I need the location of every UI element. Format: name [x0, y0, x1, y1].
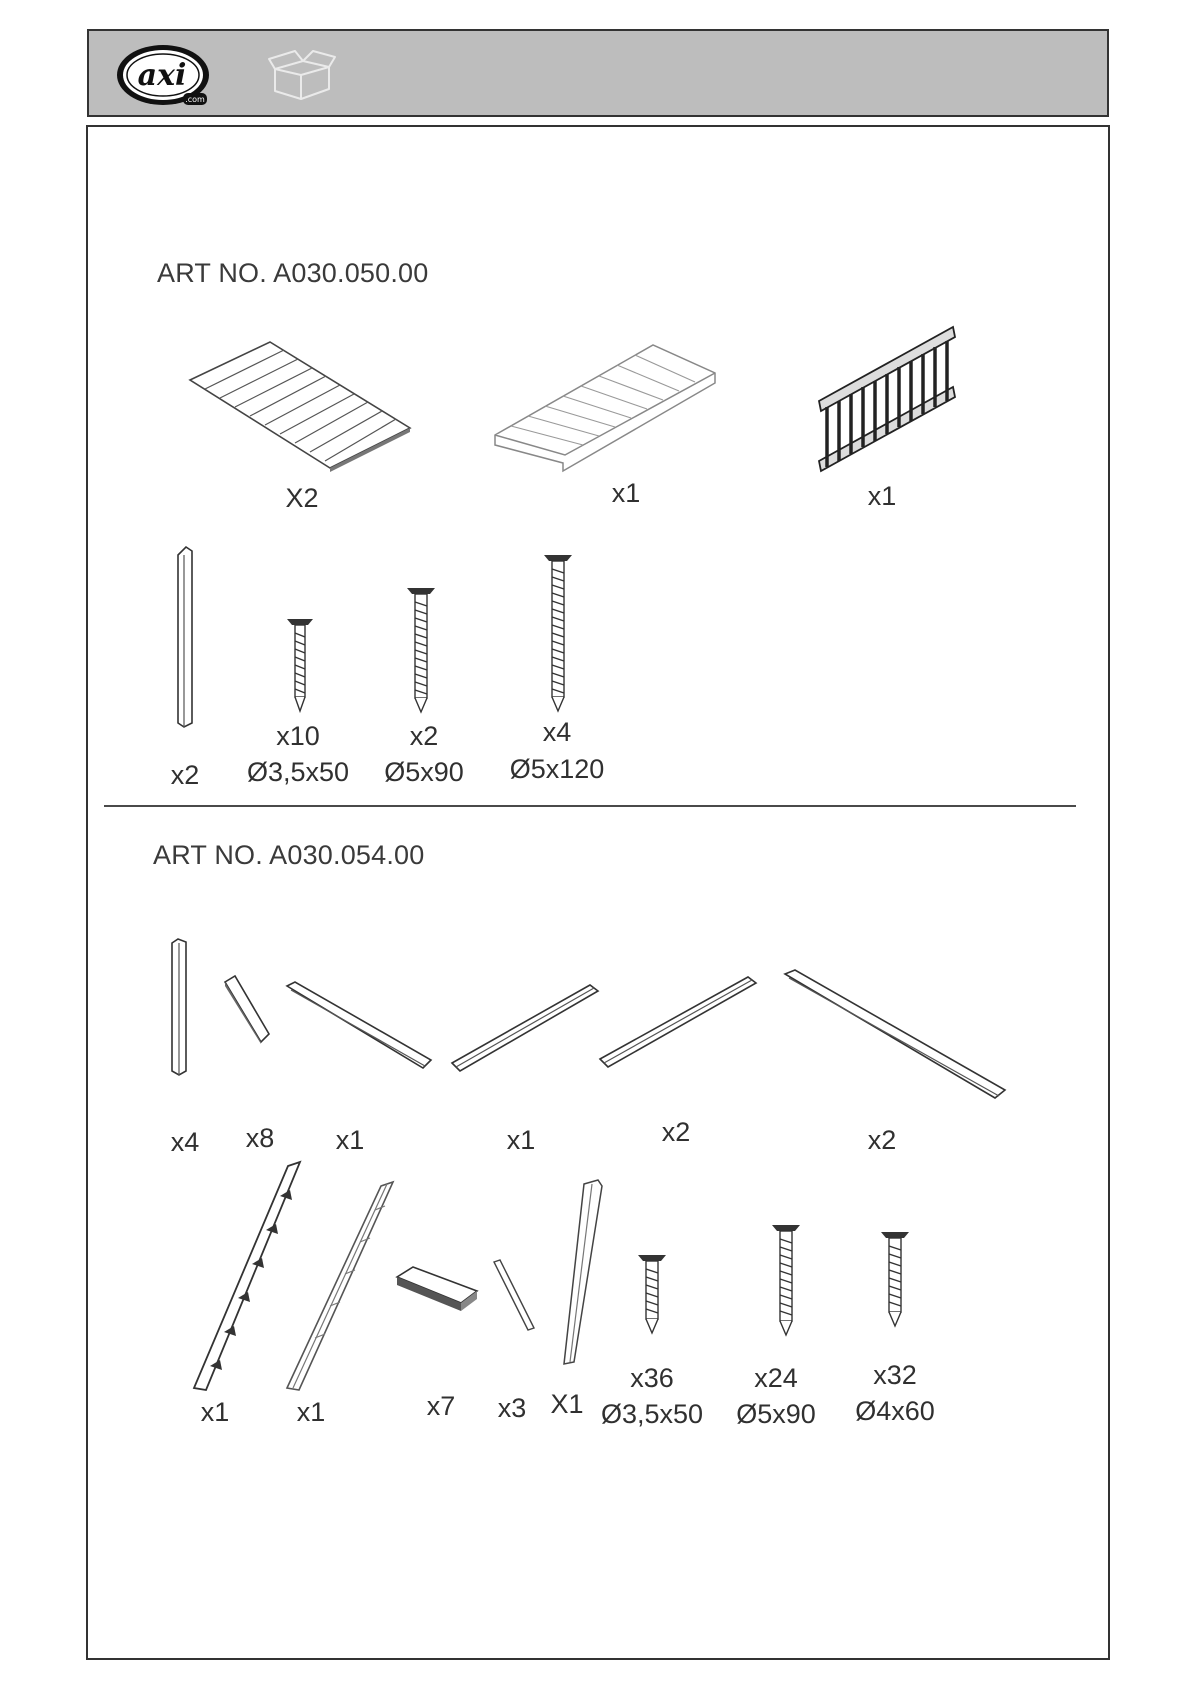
section-divider [104, 805, 1076, 807]
size-label: Ø3,5x50 [246, 757, 350, 787]
beam-icon [598, 975, 758, 1071]
ladder-step-icon [395, 1265, 480, 1315]
qty-label: x4 [542, 717, 572, 747]
short-block-icon [223, 974, 273, 1046]
screw-icon [771, 1223, 801, 1338]
screw-icon [406, 586, 436, 714]
railing-panel-icon [815, 323, 960, 478]
slatted-panel-icon [185, 340, 415, 470]
qty-label: x32 [873, 1360, 917, 1390]
screw-icon [543, 553, 573, 713]
post-icon [174, 545, 198, 730]
open-box-icon [267, 47, 337, 103]
qty-label: x7 [426, 1391, 456, 1421]
floor-board-panel-icon [493, 343, 723, 478]
art-number-1: ART NO. A030.050.00 [157, 258, 429, 288]
qty-label: x4 [170, 1127, 200, 1157]
size-label: Ø3,5x50 [600, 1399, 704, 1429]
post-icon [170, 937, 190, 1077]
screw-icon [637, 1253, 667, 1335]
qty-label: x2 [867, 1125, 897, 1155]
board-icon [558, 1178, 608, 1368]
qty-label: x2 [170, 760, 200, 790]
qty-label: x24 [754, 1363, 798, 1393]
qty-label: X2 [285, 483, 319, 513]
qty-label: x1 [335, 1125, 365, 1155]
screw-icon [286, 617, 314, 713]
art-number-2: ART NO. A030.054.00 [153, 840, 425, 870]
size-label: Ø5x120 [509, 754, 605, 784]
qty-label: x1 [611, 478, 641, 508]
qty-label: x10 [276, 721, 320, 751]
qty-label: x1 [867, 481, 897, 511]
qty-label: x2 [409, 721, 439, 751]
qty-label: x2 [661, 1117, 691, 1147]
header-bar [87, 29, 1109, 117]
size-label: Ø5x90 [384, 757, 464, 787]
size-label: Ø5x90 [736, 1399, 816, 1429]
ladder-rail-icon [285, 1180, 400, 1395]
long-beam-icon [783, 968, 1008, 1103]
qty-label: X1 [550, 1389, 584, 1419]
logo-text: axi [137, 58, 187, 93]
qty-label: x3 [497, 1393, 527, 1423]
qty-label: x1 [296, 1397, 326, 1427]
qty-label: x8 [245, 1123, 275, 1153]
qty-label: x1 [506, 1125, 536, 1155]
logo-subtext: .com [185, 95, 205, 104]
qty-label: x36 [630, 1363, 674, 1393]
size-label: Ø4x60 [855, 1396, 935, 1426]
beam-icon [285, 980, 435, 1072]
beam-icon [450, 983, 600, 1075]
axi-logo [115, 41, 215, 109]
screw-icon [880, 1230, 910, 1330]
rod-icon [492, 1258, 537, 1333]
qty-label: x1 [200, 1397, 230, 1427]
